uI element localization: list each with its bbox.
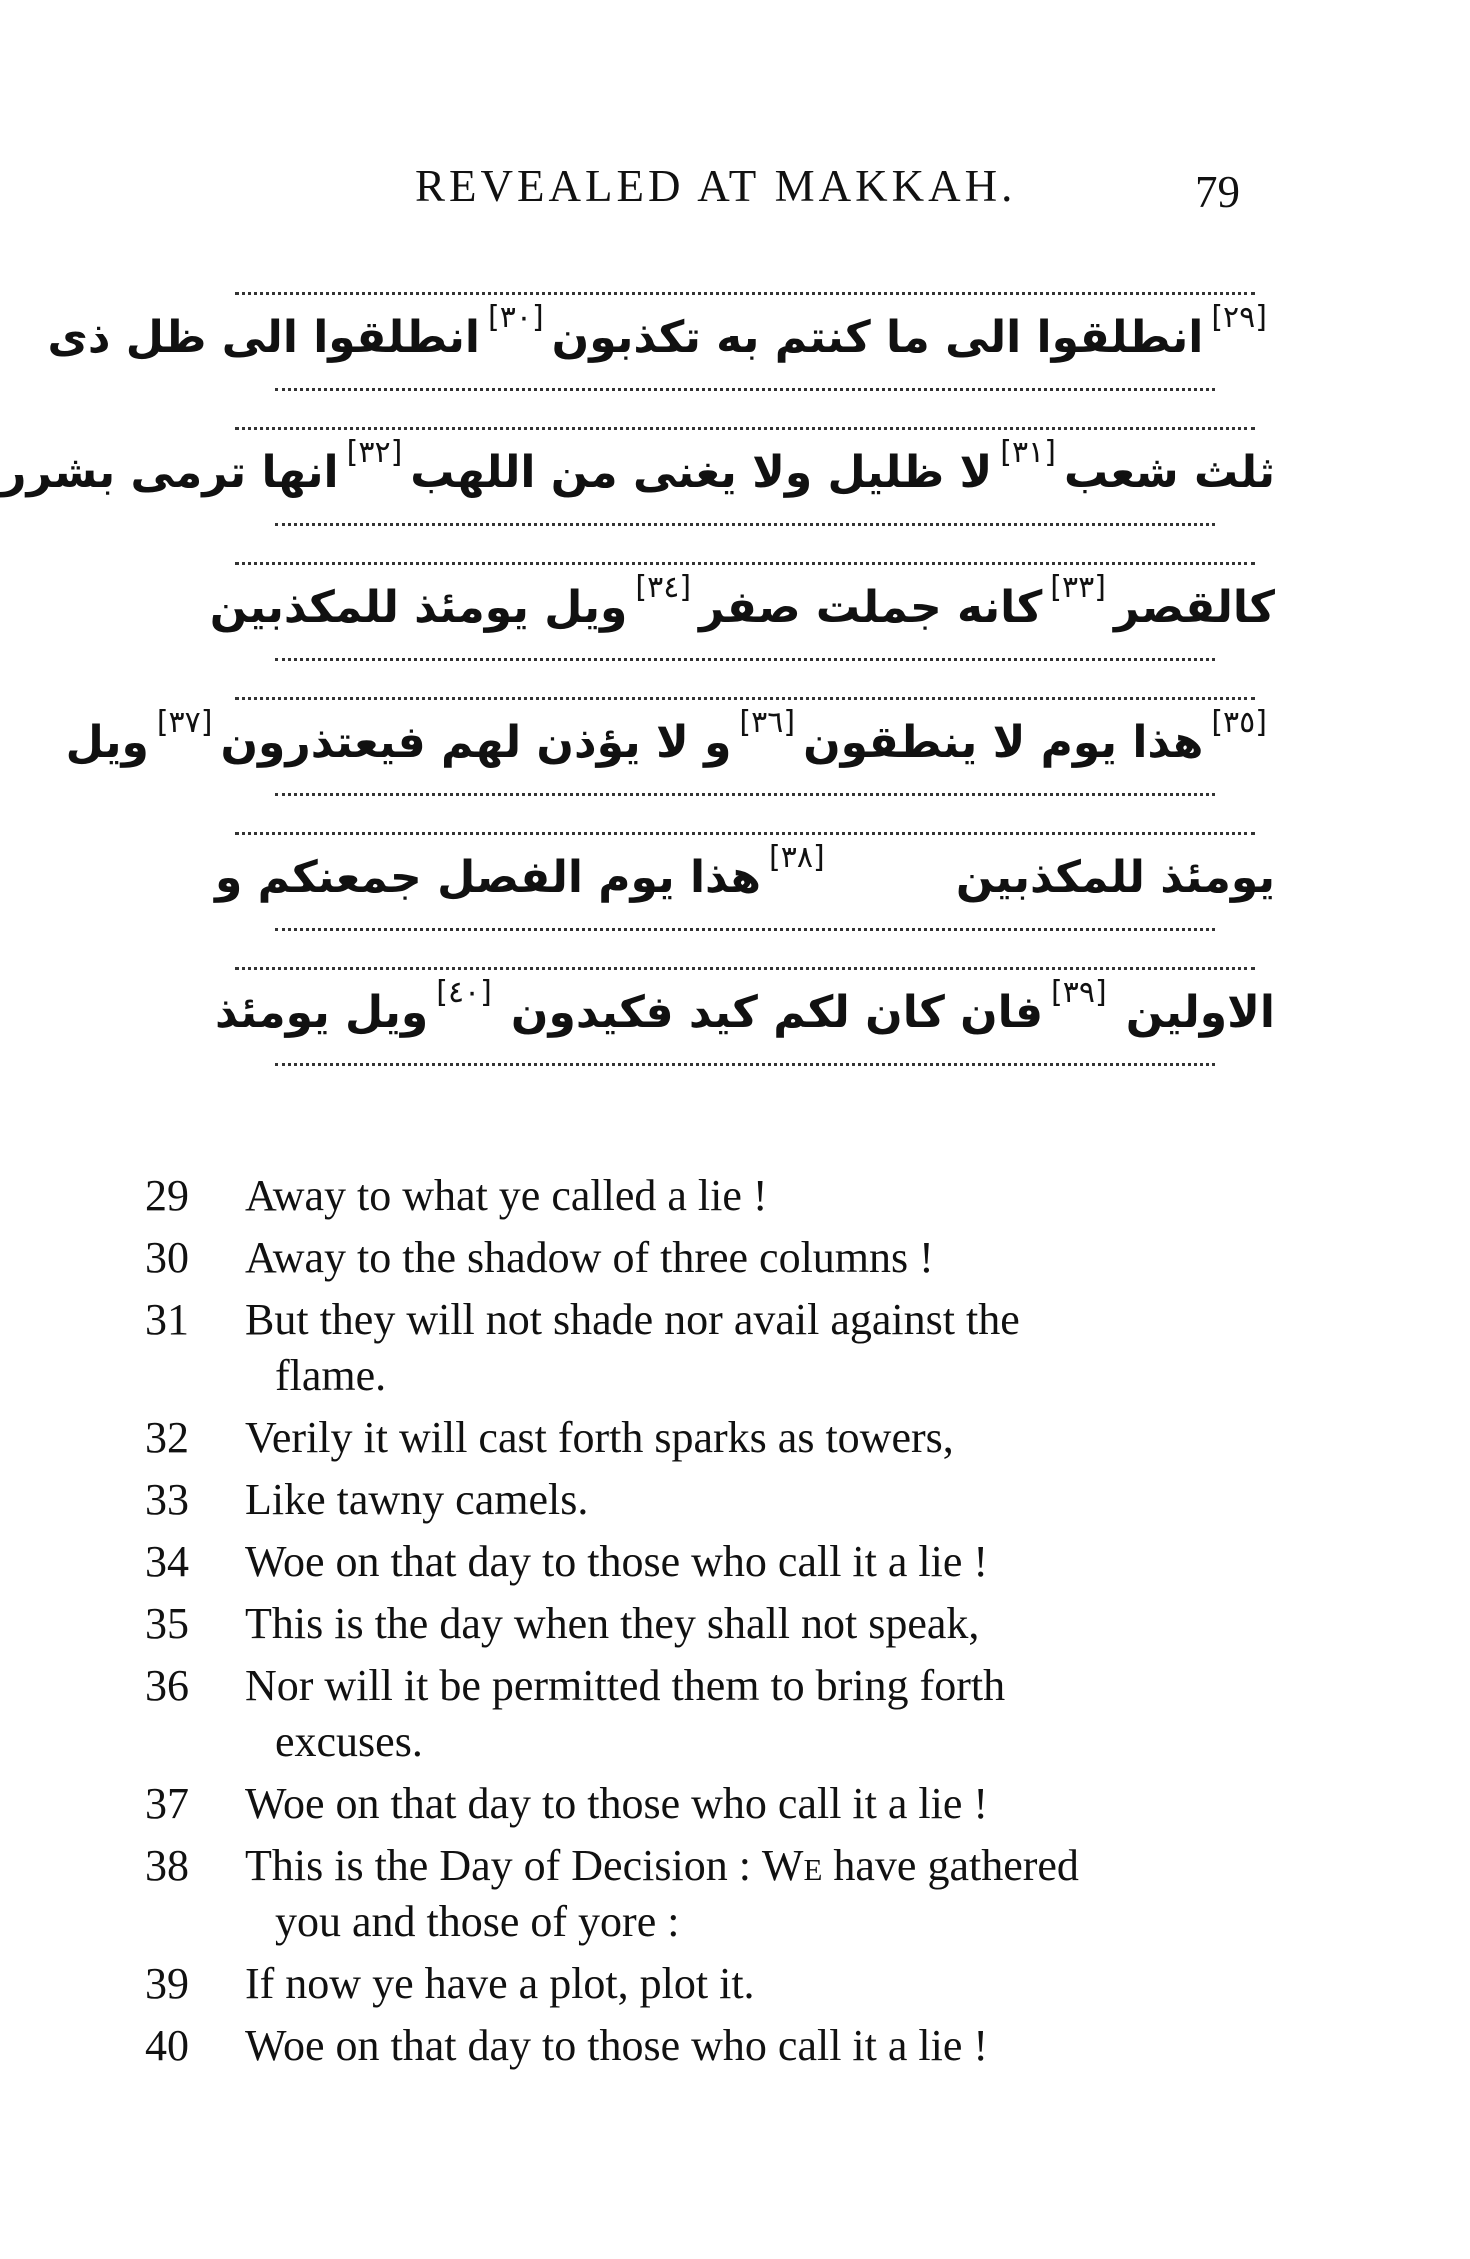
arabic-segment: [699, 570, 1114, 633]
verse-text: Woe on that day to those who call it a lie !: [245, 2021, 989, 2070]
arabic-segment: [1126, 987, 1275, 1038]
verse-text: This is the Day of Decision : We have gathered: [245, 1841, 1079, 1890]
verse-translation: [145, 2015, 1285, 2077]
verse-number-mark: [٣٠]: [488, 300, 544, 335]
verse-translation: [145, 1165, 1285, 1227]
verse-text: Like tawny camels.: [245, 1475, 589, 1524]
arabic-segment: [220, 705, 804, 768]
verse-number: 37: [145, 1779, 189, 1828]
verse-number: 33: [145, 1475, 189, 1524]
verse-number-mark: [٣٩]: [1051, 975, 1107, 1010]
verse-text: Woe on that day to those who call it a lie !: [245, 1537, 989, 1586]
verse-number-mark: [٢٩]: [1211, 300, 1267, 335]
verse-number: 34: [145, 1537, 189, 1586]
verse-number: 36: [145, 1661, 189, 1710]
arabic-verse-text: كالقصر: [1113, 582, 1275, 633]
verse-number-mark: [٣٦]: [739, 705, 796, 740]
verse-translation: [145, 1655, 1285, 1717]
arabic-verse-text: انطلقوا الى ظل ذى: [47, 312, 480, 363]
arabic-line: [209, 540, 1275, 675]
verse-number-mark: [٣٧]: [156, 705, 213, 740]
arabic-segment: [1114, 582, 1275, 633]
arabic-segment: [47, 300, 552, 363]
verse-number-mark: [٣٤]: [635, 570, 692, 605]
arabic-line: [65, 675, 1275, 810]
verse-number: 31: [145, 1295, 189, 1344]
verse-number: 39: [145, 1959, 189, 2008]
verse-translation: [145, 1531, 1285, 1593]
verse-number-mark: [٣٨]: [768, 840, 825, 875]
running-title: REVEALED AT MAKKAH.: [415, 161, 1017, 211]
verse-translation: [145, 1593, 1285, 1655]
arabic-verse-text: ثلث شعب: [1063, 447, 1275, 498]
verse-text: Nor will it be permitted them to bring forth: [245, 1661, 1006, 1710]
verse-number-mark: [٣١]: [1000, 435, 1056, 470]
verse-text-continuation: excuses.: [275, 1717, 423, 1766]
verse-text: This is the day when they shall not speak,: [245, 1599, 980, 1648]
arabic-segment: [215, 975, 500, 1038]
small-caps-word: We: [761, 1841, 823, 1890]
verse-translation: [145, 1407, 1285, 1469]
verse-text: Verily it will cast forth sparks as towers,: [245, 1413, 954, 1462]
arabic-line: [1, 405, 1275, 540]
arabic-segment: [410, 435, 1064, 498]
verse-translation: [145, 1773, 1285, 1835]
verse-text: Away to what ye called a lie !: [245, 1171, 768, 1220]
verse-text: Away to the shadow of three columns !: [245, 1233, 934, 1282]
arabic-line: [215, 945, 1275, 1080]
arabic-verse-text: هذا يوم الفصل جمعنكم و: [215, 852, 761, 903]
arabic-verse-text: يومئذ للمكذبين: [955, 852, 1275, 903]
verse-number: 35: [145, 1599, 189, 1648]
page-number: 79: [1195, 167, 1240, 217]
verse-number: 40: [145, 2021, 189, 2070]
verse-translation: [145, 1953, 1285, 2015]
page-header: [0, 160, 1470, 220]
arabic-verse-text: فان كان لكم كيد فكيدون: [510, 987, 1044, 1038]
arabic-segment: [1064, 447, 1275, 498]
arabic-segment: [1, 435, 410, 498]
arabic-text-block: [1, 270, 1275, 1080]
arabic-segment: [215, 840, 833, 903]
arabic-verse-text: كانه جملت صفر: [699, 582, 1043, 633]
translation-block: [145, 1165, 1285, 2077]
verse-text: Woe on that day to those who call it a lie !: [245, 1779, 989, 1828]
arabic-segment: [209, 570, 699, 633]
arabic-verse-text: لا ظليل ولا يغنى من اللهب: [410, 447, 993, 498]
verse-translation: [145, 1227, 1285, 1289]
verse-translation: [145, 1469, 1285, 1531]
arabic-verse-text: ويل يومئذ للمكذبين: [209, 582, 628, 633]
verse-number: 29: [145, 1171, 189, 1220]
arabic-segment: [65, 705, 221, 768]
verse-number: 38: [145, 1841, 189, 1890]
arabic-segment: [956, 852, 1275, 903]
verse-number-mark: [٣٢]: [346, 435, 403, 470]
arabic-segment: [803, 705, 1275, 768]
verse-number-mark: [٣٥]: [1211, 705, 1267, 740]
arabic-line: [215, 810, 1275, 945]
arabic-line: [47, 270, 1275, 405]
arabic-verse-text: و لا يؤذن لهم فيعتذرون: [220, 717, 732, 768]
verse-translation: [145, 1835, 1285, 1897]
verse-number-mark: [٣٣]: [1050, 570, 1106, 605]
arabic-verse-text: الاولين: [1125, 987, 1275, 1038]
verse-text: If now ye have a plot, plot it.: [245, 1959, 755, 2008]
verse-text: But they will not shade nor avail against the: [245, 1295, 1020, 1344]
verse-text-continuation: flame.: [275, 1351, 387, 1400]
verse-number-mark: [٤٠]: [436, 975, 492, 1010]
arabic-segment: [551, 300, 1275, 363]
arabic-segment: [510, 975, 1115, 1038]
arabic-verse-text: ويل يومئذ: [215, 987, 429, 1038]
arabic-verse-text: انطلقوا الى ما كنتم به تكذبون: [551, 312, 1204, 363]
verse-translation: [145, 1289, 1285, 1351]
verse-number: 32: [145, 1413, 189, 1462]
verse-text-continuation: you and those of yore :: [275, 1897, 680, 1946]
arabic-verse-text: انها ترمى بشرر: [1, 447, 339, 498]
arabic-verse-text: ويل: [65, 717, 149, 768]
arabic-verse-text: هذا يوم لا ينطقون: [803, 717, 1204, 768]
verse-number: 30: [145, 1233, 189, 1282]
